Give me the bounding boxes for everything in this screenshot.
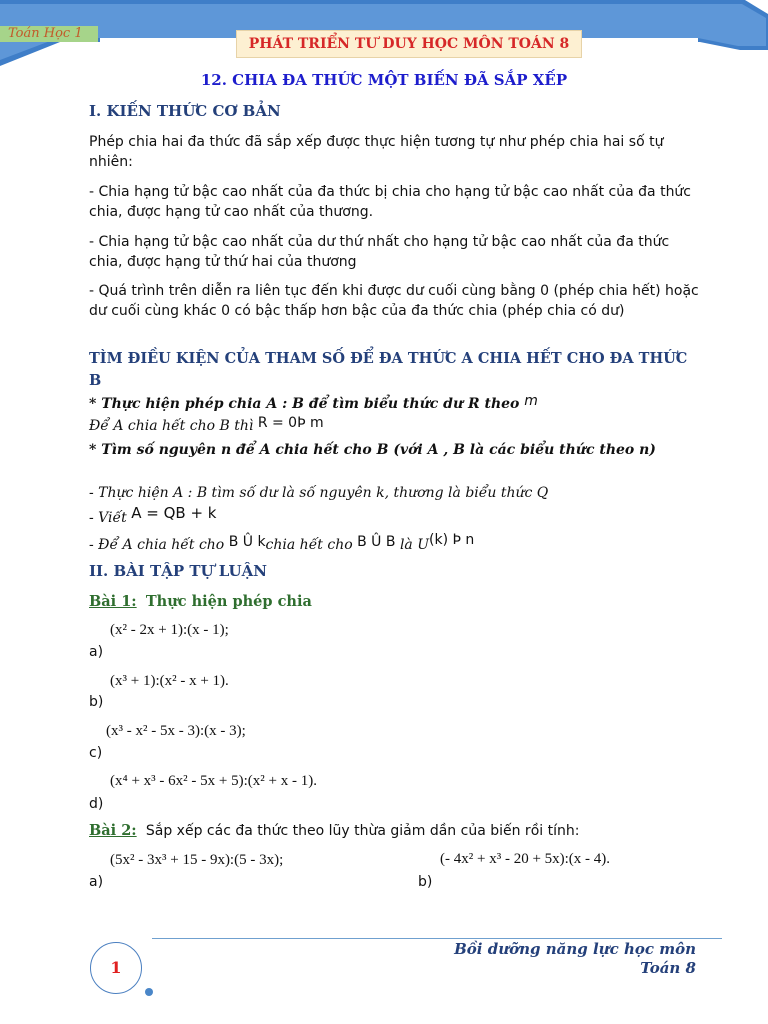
bai2-expression-b: (- 4x² + x³ - 20 + 5x):(x - 4).	[440, 851, 611, 867]
bai1-item-a-label: a)	[89, 644, 104, 660]
condition-step-6-math-2: B Û B	[357, 534, 396, 550]
bai1-expression-c: (x³ - x² - 5x - 3):(x - 3);	[106, 723, 246, 739]
condition-step-3: * Tìm số nguyên n để A chia hết cho B (với A , B là các biểu thức theo n)	[89, 442, 656, 458]
condition-step-6-text-2: chia hết cho	[265, 537, 353, 553]
condition-step-2-math: R = 0Þ m	[257, 415, 324, 431]
bai1-item-c-label: c)	[89, 745, 103, 761]
condition-step-6	[89, 532, 475, 553]
condition-step-4: - Thực hiện A : B tìm số dư là số nguyên k, thương là biểu thức Q	[89, 485, 549, 501]
condition-step-6-text-3: là U	[399, 537, 430, 553]
bai2-label: Bài 2:	[89, 822, 137, 839]
condition-step-6-math-1: B Û k	[228, 534, 266, 550]
condition-step-1-math: m	[524, 393, 538, 409]
header-tag: Toán Học 1	[0, 26, 98, 42]
bai1-expression-b: (x³ + 1):(x² - x + 1).	[110, 673, 229, 689]
footer-line-1: Bồi dưỡng năng lực học môn	[454, 940, 696, 958]
footer-text	[454, 940, 696, 978]
section2-heading: II. BÀI TẬP TỰ LUẬN	[89, 562, 267, 580]
footer-divider	[152, 938, 722, 939]
section1-paragraph-3: - Chia hạng tử bậc cao nhất của dư thứ nhất cho hạng tử bậc cao nhất của đa thức chia, được hạng tử thứ hai của thương	[89, 234, 670, 270]
header-title: PHÁT TRIỂN TƯ DUY HỌC MÔN TOÁN 8	[236, 30, 582, 58]
bai2-item-a-label: a)	[89, 874, 104, 890]
condition-step-6-text-1: - Để A chia hết cho	[89, 537, 225, 553]
bai1-label: Bài 1:	[89, 593, 137, 610]
footer-line-2: Toán 8	[640, 959, 696, 977]
section1-paragraph-2: - Chia hạng tử bậc cao nhất của đa thức bị chia cho hạng tử bậc cao nhất của đa thức chia, được hạng tử cao nhất của thương.	[89, 184, 692, 220]
condition-step-1	[89, 393, 709, 415]
condition-step-1-text: * Thực hiện phép chia A : B để tìm biểu thức dư R theo	[89, 396, 520, 412]
section1-paragraph-1: Phép chia hai đa thức đã sắp xếp được thực hiện tương tự như phép chia hai số tự nhiên:	[89, 134, 664, 170]
section1-heading: I. KIẾN THỨC CƠ BẢN	[89, 102, 281, 120]
bai2-item-b-label: b)	[418, 874, 433, 890]
bai1-item-d-label: d)	[89, 796, 104, 812]
bai2-heading	[89, 822, 579, 839]
condition-step-2	[89, 415, 324, 434]
bai1-expression-d: (x⁴ + x³ - 6x² - 5x + 5):(x² + x - 1).	[110, 773, 317, 789]
condition-heading: TÌM ĐIỀU KIỆN CỦA THAM SỐ ĐỂ ĐA THỨC A CHIA HẾT CHO ĐA THỨC B	[89, 350, 688, 389]
bai2-text: Sắp xếp các đa thức theo lũy thừa giảm dần của biến rồi tính:	[145, 823, 580, 839]
condition-step-5	[89, 504, 217, 526]
condition-step-2-text: Để A chia hết cho B thì	[89, 418, 254, 434]
bai1-heading	[89, 593, 312, 610]
condition-step-6-math-3: (k) Þ n	[429, 532, 475, 548]
page-number: 1	[90, 942, 142, 994]
section1-paragraph-4: - Quá trình trên diễn ra liên tục đến khi được dư cuối cùng bằng 0 (phép chia hết) hoặc dư cuối cùng khác 0 có bậc thấp hơn bậc của đa thức chia (phép chia có dư)	[89, 283, 699, 319]
bai2-expression-a: (5x² - 3x³ + 15 - 9x):(5 - 3x);	[110, 852, 284, 868]
condition-step-5-text: - Viết	[89, 510, 127, 526]
bai1-expression-a: (x² - 2x + 1):(x - 1);	[110, 622, 229, 638]
bai1-item-b-label: b)	[89, 694, 104, 710]
lesson-title: 12. CHIA ĐA THỨC MỘT BIẾN ĐÃ SẮP XẾP	[200, 71, 568, 89]
footer-dot	[145, 988, 153, 996]
bai1-text: Thực hiện phép chia	[145, 593, 312, 610]
condition-step-5-math: A = QB + k	[131, 504, 217, 522]
